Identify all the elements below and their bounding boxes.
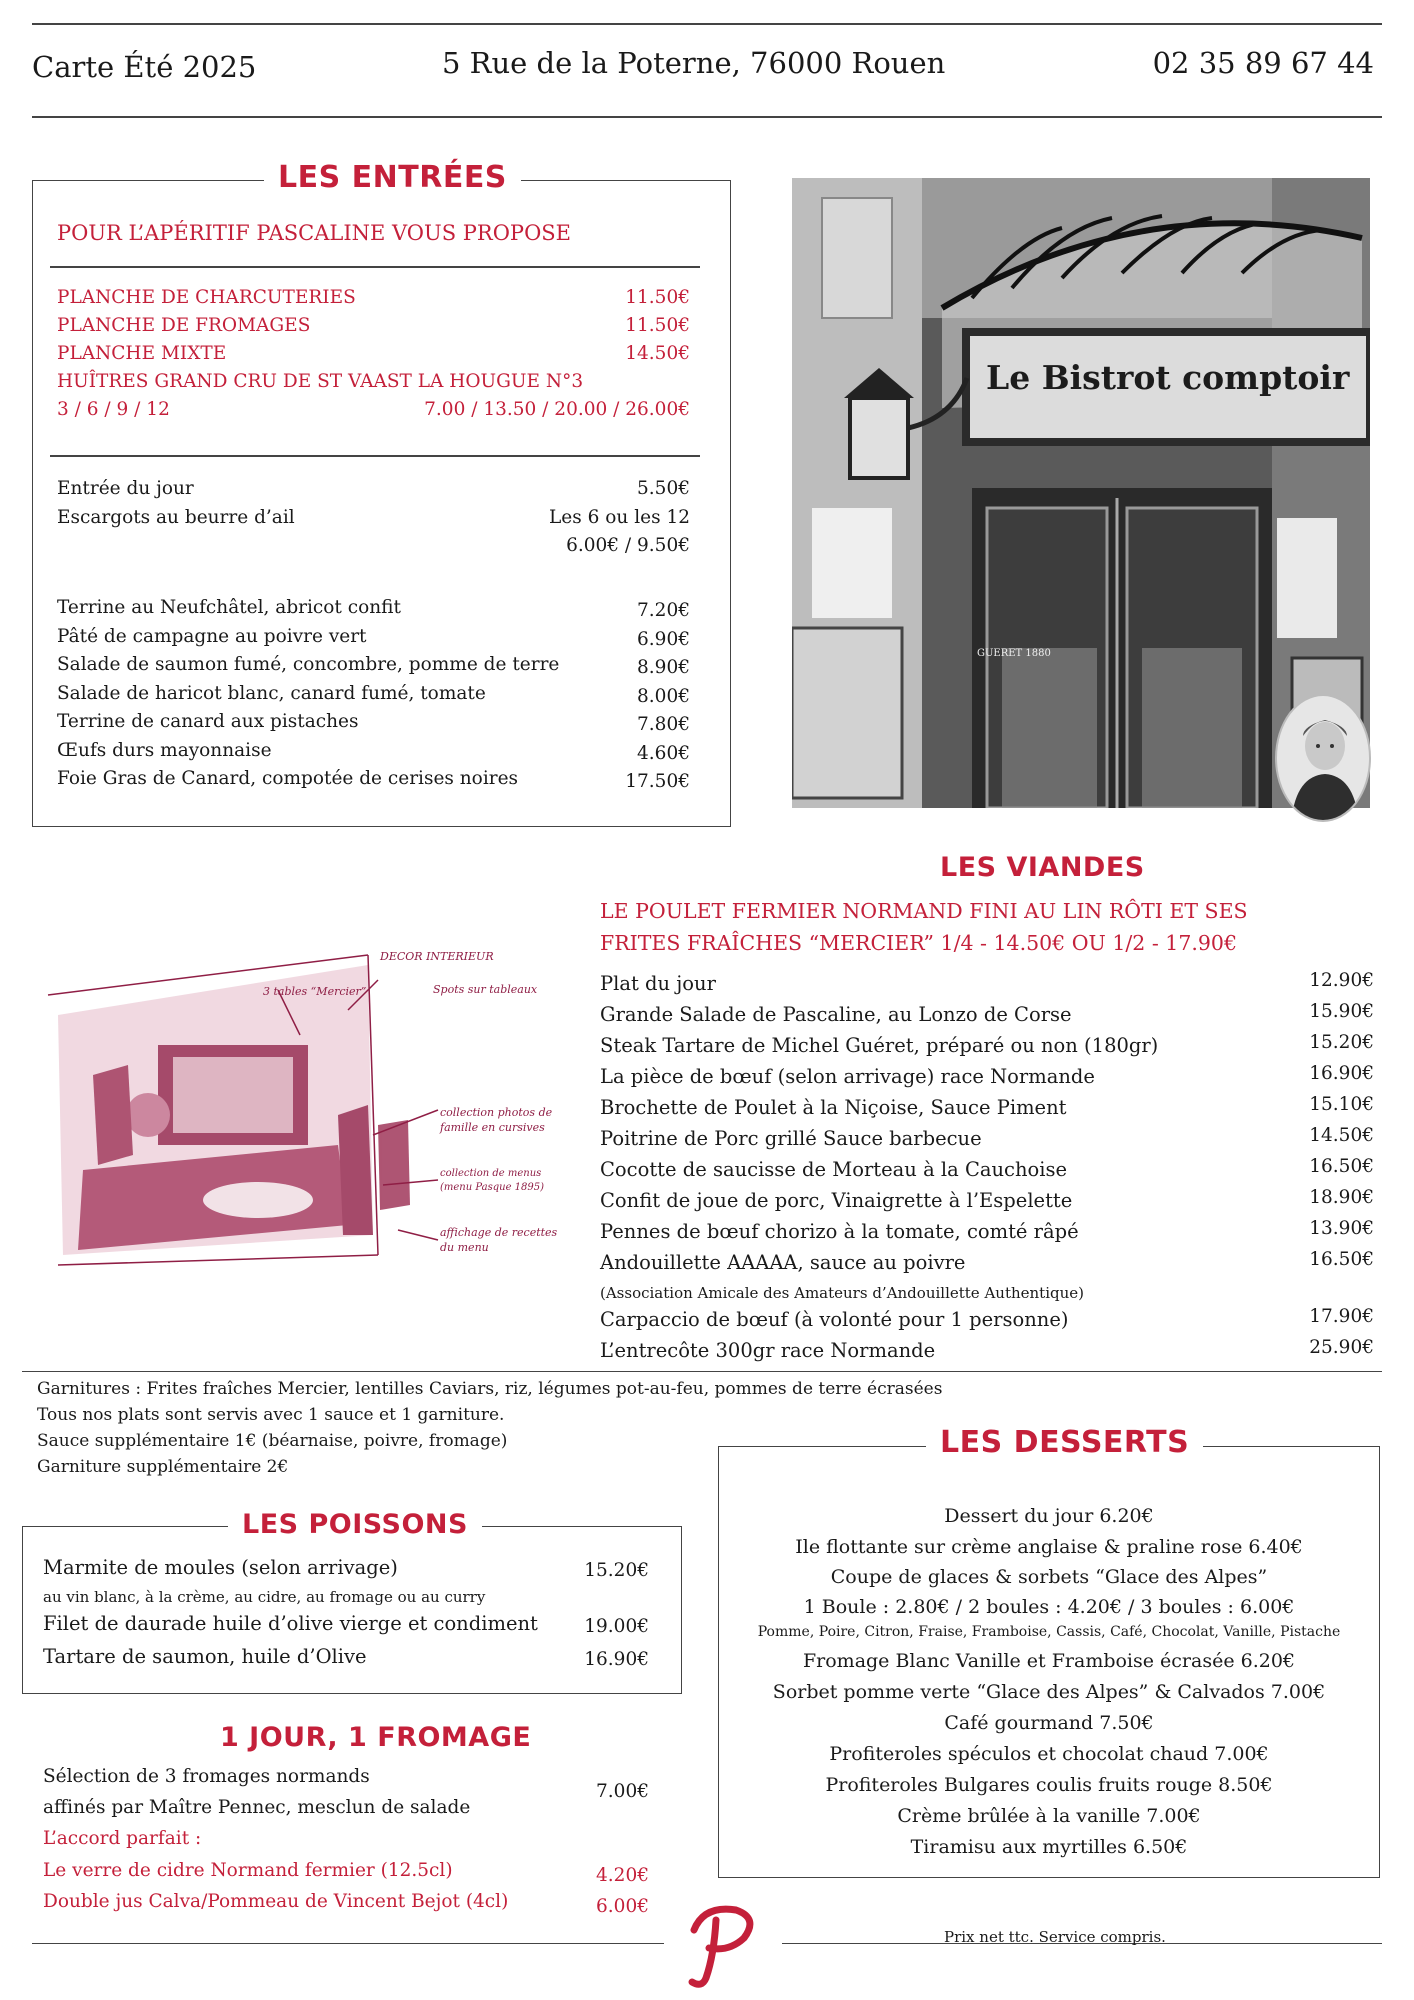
poisson-note: au vin blanc, à la crème, au cidre, au fromage ou au curry [43, 1588, 486, 1606]
accord-cidre: Le verre de cidre Normand fermier (12.5cl) [43, 1860, 453, 1881]
poisson-item-price: 15.20€ [584, 1560, 649, 1581]
entree-item: Salade de haricot blanc, canard fumé, tomate [57, 682, 486, 704]
viande-item: Cocotte de saucisse de Morteau à la Cauchoise [600, 1158, 1068, 1181]
aperitif-item: PLANCHE DE FROMAGES [57, 315, 311, 336]
viande-item-price: 15.90€ [1309, 1001, 1374, 1022]
entree-item: Salade de saumon fumé, concombre, pomme de terre [57, 654, 560, 675]
sketch-note-spots: Spots sur tableaux [433, 983, 538, 996]
accord-calva: Double jus Calva/Pommeau de Vincent Bejot (4cl) [43, 1891, 509, 1912]
entree-item-price: Les 6 ou les 12 [549, 507, 690, 528]
entree-item-price: 8.00€ [637, 685, 690, 707]
entree-item: Terrine de canard aux pistaches [57, 711, 359, 732]
sketch-note-recipes: affichage de recettes du menu [440, 1226, 558, 1254]
entree-item-price: 5.50€ [637, 478, 690, 499]
viande-item-price: 12.90€ [1309, 970, 1374, 991]
entree-item-price: 7.80€ [637, 714, 690, 735]
entree-item-price: 4.60€ [637, 742, 690, 764]
address: 5 Rue de la Poterne, 76000 Rouen [442, 46, 946, 80]
entree-item: Pâté de campagne au poivre vert [57, 625, 367, 647]
dessert-item: Sorbet pomme verte “Glace des Alpes” & Calvados 7.00€ [772, 1681, 1326, 1703]
poisson-item-price: 19.00€ [584, 1616, 649, 1637]
poulet-special-line2: FRITES FRAÎCHES “MERCIER” 1/4 - 14.50€ OU 1/2 - 17.90€ [600, 931, 1238, 955]
entree-item: Foie Gras de Canard, compotée de cerises noires [57, 768, 519, 789]
entree-item: Œufs durs mayonnaise [57, 739, 272, 761]
viande-item: Poitrine de Porc grillé Sauce barbecue [600, 1127, 982, 1150]
bistrot-facade-photo [792, 178, 1370, 808]
viande-item-price: 16.50€ [1309, 1156, 1374, 1177]
aperitif-item: HUÎTRES GRAND CRU DE ST VAAST LA HOUGUE N°3 [57, 371, 584, 392]
entree-item-price: 6.90€ [637, 628, 690, 650]
aperitif-item: PLANCHE DE CHARCUTERIES [57, 287, 356, 308]
aperitif-top-rule [50, 266, 700, 268]
aperitif-item: 3 / 6 / 9 / 12 [57, 399, 170, 420]
garniture-supplement-note: Garniture supplémentaire 2€ [37, 1457, 289, 1477]
entree-item: Terrine au Neufchâtel, abricot confit [57, 597, 401, 618]
garnitures-line: Garnitures : Frites fraîches Mercier, lentilles Caviars, riz, légumes pot-au-feu, pommes de terre écrasées [37, 1379, 943, 1399]
viande-item-price: 25.90€ [1309, 1337, 1374, 1358]
desserts-heading: LES DESSERTS [926, 1425, 1203, 1460]
sketch-note-tables: 3 tables “Mercier” [263, 985, 367, 998]
viande-note: (Association Amicale des Amateurs d’Andouillette Authentique) [600, 1284, 1084, 1302]
poisson-item: Marmite de moules (selon arrivage) [43, 1556, 398, 1579]
aperitif-bottom-rule [50, 455, 700, 457]
viande-item: Grande Salade de Pascaline, au Lonzo de Corse [600, 1003, 1072, 1026]
header-bottom-rule [32, 116, 1382, 118]
dessert-item: Ile flottante sur crème anglaise & praline rose 6.40€ [795, 1536, 1303, 1558]
dessert-item: Café gourmand 7.50€ [944, 1712, 1154, 1734]
portrait-medallion [1275, 694, 1371, 822]
dessert-item: Profiteroles Bulgares coulis fruits rouge 8.50€ [825, 1774, 1273, 1796]
entrees-heading: LES ENTRÉES [264, 160, 521, 195]
aperitif-item-price: 14.50€ [625, 343, 690, 364]
phone-number: 02 35 89 67 44 [1152, 46, 1374, 80]
aperitif-item: PLANCHE MIXTE [57, 343, 227, 364]
sauce-garniture-note: Tous nos plats sont servis avec 1 sauce et 1 garniture. [37, 1405, 505, 1425]
header-top-rule [32, 23, 1382, 25]
aperitif-item-price: 11.50€ [625, 315, 690, 336]
poisson-item-price: 16.90€ [584, 1649, 649, 1670]
dessert-item: Coupe de glaces & sorbets “Glace des Alpes” [830, 1566, 1268, 1588]
accord-calva-price: 6.00€ [596, 1896, 649, 1917]
aperitif-title: POUR L’APÉRITIF PASCALINE VOUS PROPOSE [57, 221, 571, 245]
aperitif-item-price: 11.50€ [625, 287, 690, 308]
viandes-heading: LES VIANDES [940, 852, 1145, 883]
door-label: GUERET 1880 [977, 648, 1051, 659]
viande-item: Steak Tartare de Michel Guéret, préparé ou non (180gr) [600, 1034, 1159, 1057]
interior-sketch [38, 935, 598, 1295]
viande-item-price: 16.50€ [1309, 1249, 1374, 1270]
poissons-heading: LES POISSONS [228, 1509, 482, 1540]
viande-item-price: 18.90€ [1309, 1187, 1374, 1208]
viande-item-price: 16.90€ [1309, 1063, 1374, 1084]
viande-item: L’entrecôte 300gr race Normande [600, 1339, 936, 1362]
viande-item: Carpaccio de bœuf (à volonté pour 1 personne) [600, 1308, 1069, 1331]
fromage-line2: affinés par Maître Pennec, mesclun de salade [43, 1797, 471, 1818]
accord-cidre-price: 4.20€ [596, 1865, 649, 1886]
sketch-note-menus: collection de menus (menu Pasque 1895) [440, 1168, 545, 1193]
entree-item: Entrée du jour [57, 478, 194, 499]
sauce-supplement-note: Sauce supplémentaire 1€ (béarnaise, poivre, fromage) [37, 1431, 508, 1451]
fromage-line1: Sélection de 3 fromages normands [43, 1766, 370, 1787]
viande-item-price: 13.90€ [1309, 1218, 1374, 1239]
footer-rule-left [32, 1943, 664, 1944]
viande-item-price: 17.90€ [1309, 1306, 1374, 1327]
fromage-heading: 1 JOUR, 1 FROMAGE [206, 1722, 545, 1753]
poissons-box [22, 1526, 682, 1694]
viande-item: Andouillette AAAAA, sauce au poivre [600, 1251, 966, 1274]
sketch-note-title: DECOR INTERIEUR [380, 950, 494, 963]
garnitures-top-rule [22, 1371, 1382, 1372]
entree-item-price: 17.50€ [625, 771, 690, 792]
poisson-item: Filet de daurade huile d’olive vierge et condiment [43, 1612, 538, 1635]
viande-item: Brochette de Poulet à la Niçoise, Sauce Piment [600, 1096, 1067, 1119]
viande-item: Pennes de bœuf chorizo à la tomate, comté râpé [600, 1220, 1079, 1243]
viande-item: Plat du jour [600, 972, 716, 995]
aperitif-item-price: 7.00 / 13.50 / 20.00 / 26.00€ [424, 399, 690, 420]
season-title: Carte Été 2025 [32, 50, 257, 84]
dessert-item: Fromage Blanc Vanille et Framboise écrasée 6.20€ [802, 1650, 1296, 1672]
viande-item-price: 14.50€ [1309, 1125, 1374, 1146]
entree-item-price: 7.20€ [637, 600, 690, 621]
dessert-item: Tiramisu aux myrtilles 6.50€ [910, 1836, 1188, 1858]
dessert-item: Dessert du jour 6.20€ [944, 1505, 1154, 1527]
entree-item-price: 6.00€ / 9.50€ [566, 535, 690, 556]
accord-title: L’accord parfait : [43, 1828, 202, 1849]
viande-item: La pièce de bœuf (selon arrivage) race Normande [600, 1065, 1095, 1088]
footer-note: Prix net ttc. Service compris. [944, 1928, 1166, 1946]
logo-p-mark [684, 1900, 764, 1992]
dessert-item: Crème brûlée à la vanille 7.00€ [897, 1805, 1201, 1827]
sketch-note-photos: collection photos de famille en cursives [440, 1106, 553, 1134]
poisson-item: Tartare de saumon, huile d’Olive [43, 1645, 367, 1668]
entree-item-price: 8.90€ [637, 657, 690, 678]
viande-item-price: 15.20€ [1309, 1032, 1374, 1053]
viande-item: Confit de joue de porc, Vinaigrette à l’Espelette [600, 1189, 1073, 1212]
portrait-illustration [1277, 696, 1371, 822]
dessert-item: Profiteroles spéculos et chocolat chaud 7.00€ [829, 1743, 1269, 1765]
dessert-item: 1 Boule : 2.80€ / 2 boules : 4.20€ / 3 boules : 6.00€ [803, 1596, 1295, 1618]
viande-item-price: 15.10€ [1309, 1094, 1374, 1115]
fromage-price: 7.00€ [596, 1781, 649, 1802]
pascaline-logo [684, 1900, 764, 1992]
poulet-special-line1: LE POULET FERMIER NORMAND FINI AU LIN RÔTI ET SES [600, 899, 1248, 923]
entree-item: Escargots au beurre d’ail [57, 507, 295, 528]
facade-illustration [792, 178, 1370, 808]
dessert-flavours: Pomme, Poire, Citron, Fraise, Framboise, Cassis, Café, Chocolat, Vanille, Pistache [757, 1624, 1341, 1640]
bistrot-sign-text: Le Bistrot comptoir [986, 358, 1350, 397]
